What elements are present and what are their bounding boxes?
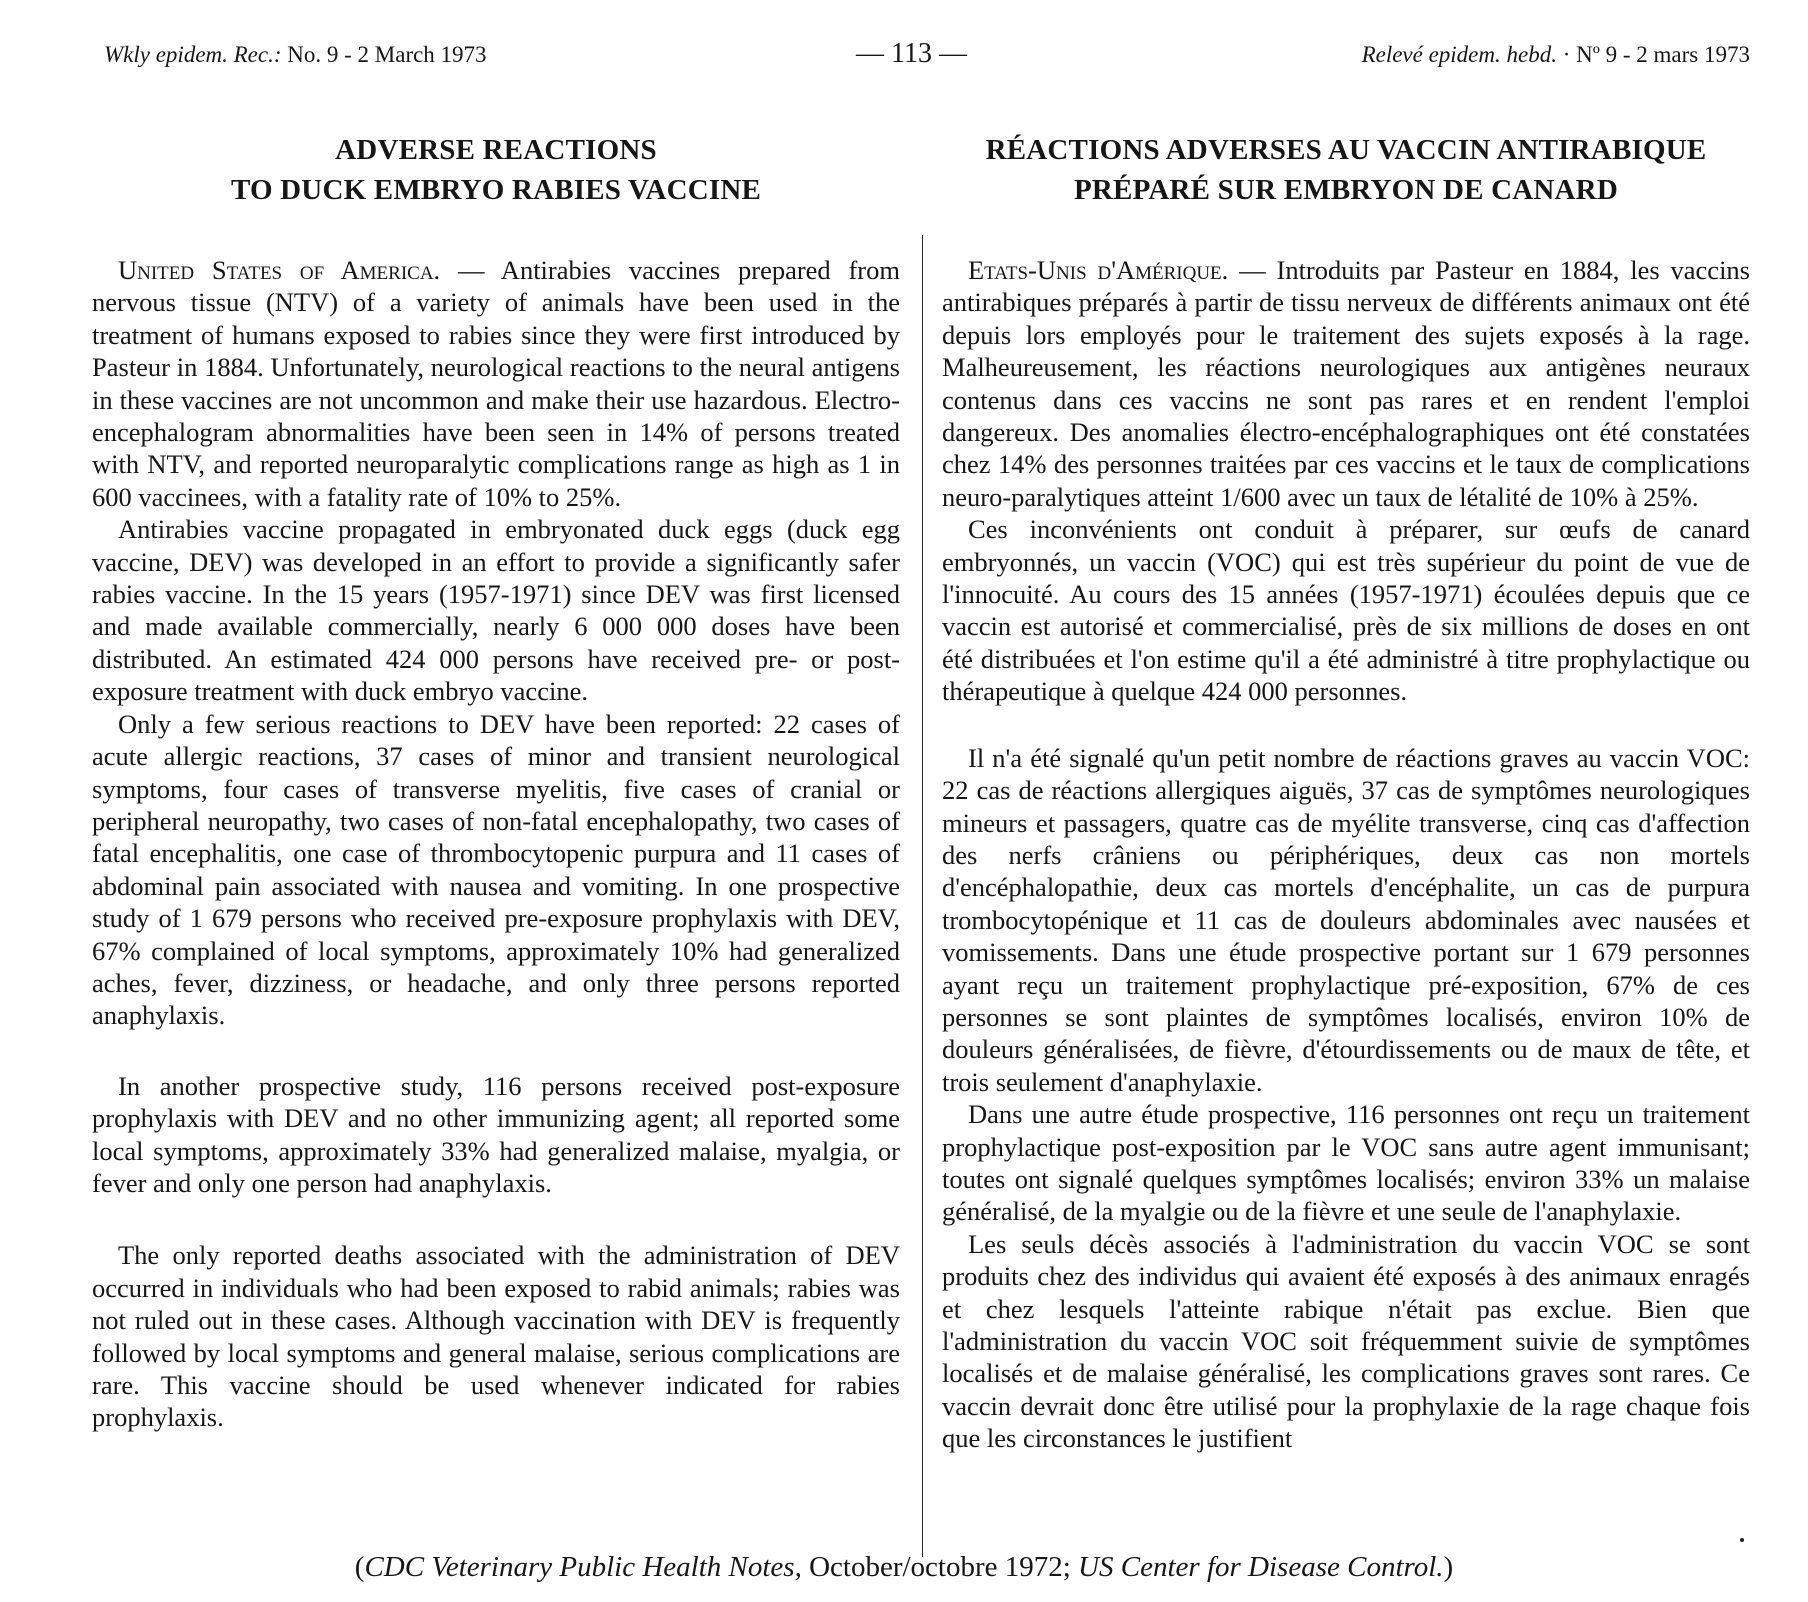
header-left — [104, 42, 487, 68]
paragraph-spacer — [92, 1032, 900, 1070]
french-column — [942, 130, 1750, 1455]
citation-open-paren: ( — [354, 1551, 365, 1583]
french-title-line2: PRÉPARÉ SUR EMBRYON DE CANARD — [1074, 174, 1618, 206]
french-country-lead: Etats-Unis d'Amérique. — [968, 255, 1229, 285]
running-header — [0, 38, 1808, 78]
french-paragraph-5: Les seuls décès associés à l'administration du vaccin VOC se sont produits chez des individus qui avaient été exposés à des animaux enragés et chez lesquels l'atteinte rabique n'était pas exclue. Bien que l'administration du vaccin VOC soit fréquemment suivie de symptômes localisés et de malaise généralisé, les complications graves sont rares. Ce vaccin devrait donc être utilisé pour la prophylaxie de la rage chaque fois que les circonstances le justifient — [942, 1228, 1750, 1454]
english-column — [92, 130, 900, 1434]
french-title-line1: RÉACTIONS ADVERSES AU VACCIN ANTIRABIQUE — [985, 134, 1707, 166]
header-journal-fr: Relevé epidem. hebd. — [1361, 42, 1557, 67]
citation-source: CDC Veterinary Public Health Notes, — [364, 1551, 802, 1583]
french-paragraph-3: Il n'a été signalé qu'un petit nombre de réactions graves au vaccin VOC: 22 cas de réactions allergiques aiguës, 37 cas de symptômes neurologiques mineurs et passagers, quatre cas de myélite transverse, cinq cas d'affection des nerfs crâniens ou périphériques, deux cas non mortels d'encéphalopathie, deux cas mortels d'encéphalite, un cas de purpura trombocytopénique et 11 cas de douleurs abdominales avec nausées et vomissements. Dans une étude prospective portant sur 1 679 personnes ayant reçu un traitement prophylactique pré-exposition, 67% de ces personnes se sont plaintes de symptômes localisés, environ 10% de douleurs généralisées, de fièvre, d'étourdissements ou de maux de tête, et trois seulement d'anaphylaxie. — [942, 742, 1750, 1097]
paragraph-spacer — [942, 708, 1750, 742]
english-title — [92, 130, 900, 210]
french-paragraph-2: Ces inconvénients ont conduit à préparer, sur œufs de canard embryonnés, un vaccin (VOC) qui est très supérieur du point de vue de l'innocuité. Au cours des 15 années (1957-1971) écoulées depuis que ce vaccin est autorisé et commercialisé, près de six millions de doses en ont été distribuées et l'on estime qu'il a été administré à titre prophylactique ou thérapeutique à quelque 424 000 personnes. — [942, 514, 1750, 707]
french-paragraph-4: Dans une autre étude prospective, 116 personnes ont reçu un traitement prophylactique post-exposition par le VOC sans autre agent immunisant; toutes ont signalé quelques symptômes localisés; environ 33% un malaise généralisé, de la myalgie ou de la fièvre et une seule de l'anaphylaxie. — [942, 1099, 1750, 1227]
page-number: — 113 — — [856, 38, 967, 69]
citation-organization: US Center for Disease Control. — [1078, 1551, 1444, 1583]
citation-close-paren: ) — [1443, 1551, 1454, 1583]
citation-date: October/octobre 1972; — [801, 1551, 1079, 1583]
english-title-line2: TO DUCK EMBRYO RABIES VACCINE — [230, 174, 762, 206]
paragraph-spacer — [92, 1199, 900, 1239]
english-paragraph-2: Antirabies vaccine propagated in embryonated duck eggs (duck egg vaccine, DEV) was developed in an effort to provide a significantly safer rabies vaccine. In the 15 years (1957-1971) since DEV was first licensed and made available commercially, nearly 6 000 000 doses have been distributed. An estimated 424 000 persons have received pre- or post-exposure treatment with duck embryo vaccine. — [92, 514, 900, 707]
end-mark — [1740, 1538, 1744, 1542]
english-title-line1: ADVERSE REACTIONS — [335, 134, 657, 166]
source-citation — [0, 1551, 1808, 1584]
english-paragraph-4: In another prospective study, 116 persons received post-exposure prophylaxis with DEV and no other immunizing agent; all reported some local symptoms, approximately 33% had generalized malaise, myalgia, or fever and only one person had anaphylaxis. — [92, 1070, 900, 1198]
french-paragraph-1 — [942, 254, 1750, 513]
french-p1-text: — Introduits par Pasteur en 1884, les vaccins antirabiques préparés à partir de tissu nerveux de différents animaux ont été depuis lors employés pour le traitement des sujets exposés à la rage. Malheureusement, les réactions neurologiques aux antigènes neuraux contenus dans ces vaccins ne sont pas rares et en rendent l'emploi dangereux. Des anomalies électro-encéphalographiques ont été constatées chez 14% des personnes traitées par ces vaccins et le taux de complications neuro-paralytiques atteint 1/600 avec un taux de létalité de 10% à 25%. — [942, 255, 1750, 512]
french-title — [942, 130, 1750, 210]
header-journal-en: Wkly epidem. Rec.: — [104, 42, 282, 67]
header-issue-fr: · Nº 9 - 2 mars 1973 — [1562, 42, 1750, 67]
english-paragraph-5: The only reported deaths associated with the administration of DEV occurred in individuals who had been exposed to rabid animals; rabies was not ruled out in these cases. Although vaccination with DEV is frequently followed by local symptoms and general malaise, serious complications are rare. This vaccine should be used whenever indicated for rabies prophylaxis. — [92, 1240, 900, 1433]
header-right — [1362, 42, 1750, 68]
column-divider — [922, 235, 923, 1557]
english-paragraph-1 — [92, 254, 900, 513]
header-issue-en: No. 9 - 2 March 1973 — [287, 42, 487, 67]
english-country-lead: United States of America. — [118, 255, 441, 285]
english-paragraph-3: Only a few serious reactions to DEV have been reported: 22 cases of acute allergic reactions, 37 cases of minor and transient neurological symptoms, four cases of transverse myelitis, five cases of cranial or peripheral neuropathy, two cases of non-fatal encephalopathy, two cases of fatal encephalitis, one case of thrombocytopenic purpura and 11 cases of abdominal pain associated with nausea and vomiting. In one prospective study of 1 679 persons who received pre-exposure prophylaxis with DEV, 67% complained of local symptoms, approximately 10% had generalized aches, fever, dizziness, or headache, and only three persons reported anaphylaxis. — [92, 708, 900, 1031]
english-p1-text: — Antirabies vaccines prepared from nervous tissue (NTV) of a variety of animals have been used in the treatment of humans exposed to rabies since they were first introduced by Pasteur in 1884. Unfortunately, neurological reactions to the neural antigens in these vaccines are not uncommon and make their use hazardous. Electro-encephalogram abnormalities have been seen in 14% of persons treated with NTV, and reported neuroparalytic complications range as high as 1 in 600 vaccinees, with a fatality rate of 10% to 25%. — [92, 255, 900, 512]
